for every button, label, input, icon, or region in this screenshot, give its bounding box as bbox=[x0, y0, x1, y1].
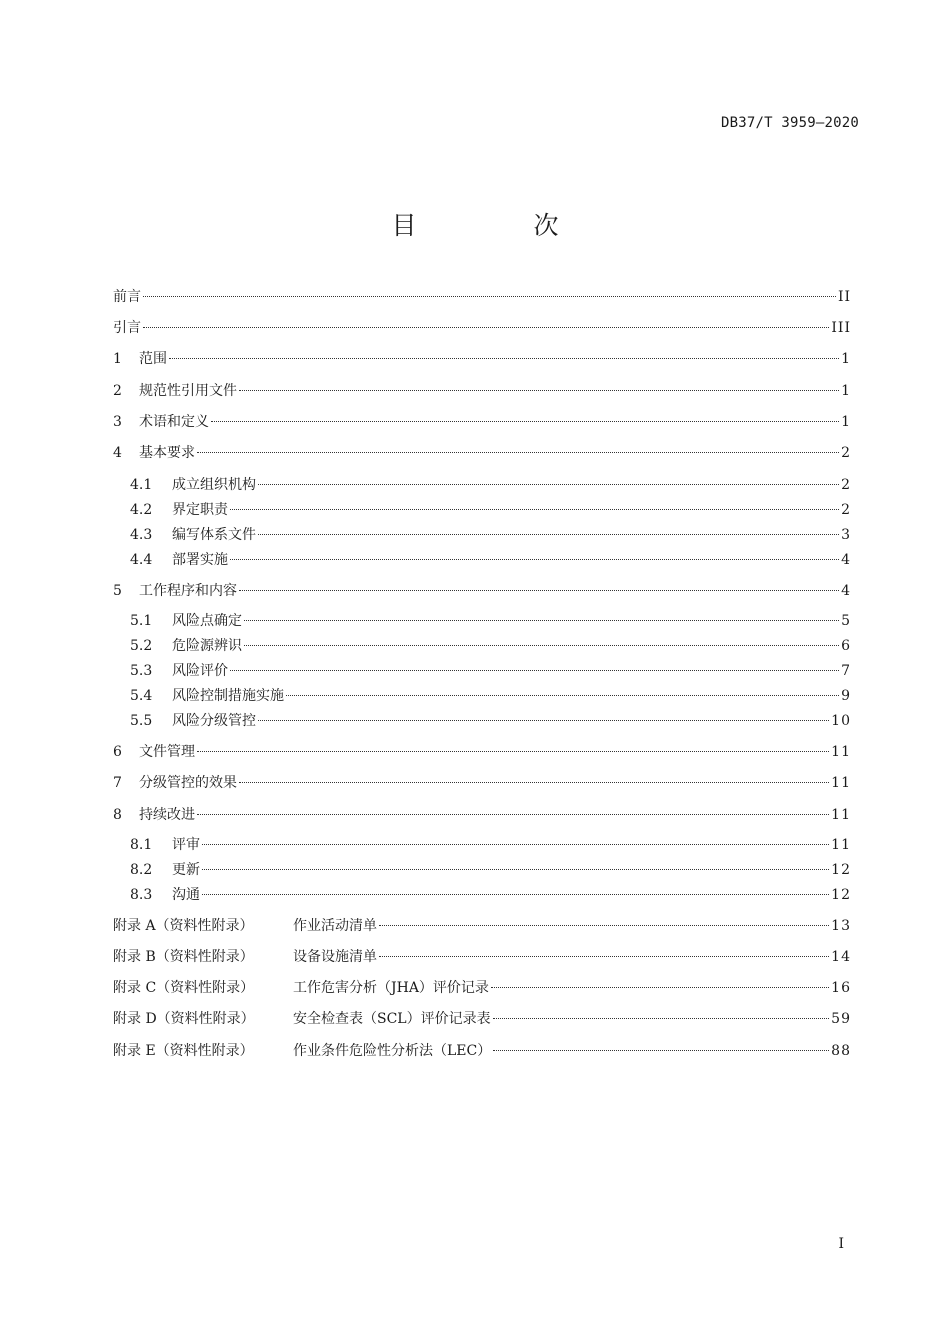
toc-entry-label: 更新 bbox=[172, 862, 200, 878]
toc-entry[interactable] bbox=[113, 411, 851, 433]
dot-leader bbox=[493, 1050, 829, 1051]
toc-entry-label: 部署实施 bbox=[172, 552, 228, 568]
dot-leader bbox=[379, 956, 829, 957]
toc-entry-number: 5.2 bbox=[130, 638, 153, 654]
appendix-label: 附录 C（资料性附录） bbox=[113, 980, 255, 996]
toc-entry-page: 3 bbox=[841, 527, 851, 543]
appendix-label: 附录 E（资料性附录） bbox=[113, 1043, 254, 1059]
toc-entry-label: 风险评价 bbox=[172, 663, 228, 679]
appendix-label: 附录 B（资料性附录） bbox=[113, 949, 254, 965]
dot-leader bbox=[230, 559, 839, 560]
toc-subentry[interactable] bbox=[130, 834, 851, 856]
toc-entry-introduction[interactable] bbox=[113, 317, 851, 339]
dot-leader bbox=[258, 534, 839, 535]
toc-entry[interactable] bbox=[113, 772, 851, 794]
toc-entry-label: 规范性引用文件 bbox=[139, 383, 237, 399]
toc-entry[interactable] bbox=[113, 348, 851, 370]
appendix-label: 附录 A（资料性附录） bbox=[113, 918, 254, 934]
toc-entry-label: 安全检查表（SCL）评价记录表 bbox=[293, 1011, 491, 1027]
dot-leader bbox=[197, 814, 829, 815]
toc-entry-label: 术语和定义 bbox=[139, 414, 209, 430]
toc-entry-page: 9 bbox=[841, 688, 851, 704]
toc-entry-label: 风险分级管控 bbox=[172, 713, 256, 729]
dot-leader bbox=[258, 484, 839, 485]
toc-entry[interactable] bbox=[113, 380, 851, 402]
toc-subentry[interactable] bbox=[130, 524, 851, 546]
dot-leader bbox=[493, 1018, 830, 1019]
dot-leader bbox=[239, 782, 829, 783]
toc-entry-page: 11 bbox=[831, 837, 851, 853]
toc-entry[interactable] bbox=[113, 580, 851, 602]
toc-entry-number: 8.1 bbox=[130, 837, 153, 853]
dot-leader bbox=[143, 327, 829, 328]
toc-entry-page: 59 bbox=[831, 1011, 851, 1027]
dot-leader bbox=[379, 925, 829, 926]
toc-entry-label: 设备设施清单 bbox=[293, 949, 377, 965]
toc-entry-label: 作业条件危险性分析法（LEC） bbox=[293, 1043, 492, 1059]
dot-leader bbox=[230, 670, 839, 671]
toc-entry-page: 1 bbox=[841, 383, 851, 399]
toc-entry-page: 1 bbox=[841, 414, 851, 430]
toc-subentry[interactable] bbox=[130, 660, 851, 682]
toc-entry-number: 4.3 bbox=[130, 527, 153, 543]
toc-entry-number: 3 bbox=[113, 414, 122, 430]
toc-entry-page: 4 bbox=[841, 552, 851, 568]
dot-leader bbox=[491, 987, 829, 988]
toc-entry-label: 成立组织机构 bbox=[172, 477, 256, 493]
toc-title: 目 次 bbox=[391, 211, 605, 240]
toc-appendix-entry[interactable] bbox=[113, 946, 851, 968]
toc-entry-label: 风险控制措施实施 bbox=[172, 688, 284, 704]
toc-entry-page: 6 bbox=[841, 638, 851, 654]
document-code: DB37/T 3959—2020 bbox=[720, 115, 859, 131]
toc-entry-number: 5.5 bbox=[130, 713, 153, 729]
toc-entry-label: 范围 bbox=[139, 351, 167, 367]
dot-leader bbox=[239, 590, 839, 591]
toc-entry-page: 16 bbox=[831, 980, 851, 996]
toc-entry-page: 88 bbox=[831, 1043, 851, 1059]
toc-entry-foreword[interactable] bbox=[113, 286, 851, 308]
toc-entry-label: 工作危害分析（JHA）评价记录 bbox=[293, 980, 489, 996]
toc-entry-number: 8 bbox=[113, 807, 122, 823]
toc-entry-page: 14 bbox=[831, 949, 851, 965]
toc-appendix-entry[interactable] bbox=[113, 915, 851, 937]
toc-entry-page: II bbox=[837, 289, 851, 305]
toc-entry-label: 风险点确定 bbox=[172, 613, 242, 629]
appendix-label: 附录 D（资料性附录） bbox=[113, 1011, 255, 1027]
toc-entry-page: 4 bbox=[841, 583, 851, 599]
toc-subentry[interactable] bbox=[130, 549, 851, 571]
toc-entry-page: 11 bbox=[831, 807, 851, 823]
toc-entry-page: 13 bbox=[831, 918, 851, 934]
toc-subentry[interactable] bbox=[130, 884, 851, 906]
toc-entry-number: 5.1 bbox=[130, 613, 153, 629]
toc-subentry[interactable] bbox=[130, 474, 851, 496]
page-number: I bbox=[838, 1236, 844, 1252]
toc-subentry[interactable] bbox=[130, 710, 851, 732]
toc-subentry[interactable] bbox=[130, 499, 851, 521]
toc-entry-label: 前言 bbox=[113, 289, 141, 305]
toc-entry-number: 4 bbox=[113, 445, 122, 461]
dot-leader bbox=[239, 390, 839, 391]
toc-entry-label: 文件管理 bbox=[139, 744, 195, 760]
toc-entry-label: 工作程序和内容 bbox=[139, 583, 237, 599]
toc-entry-label: 基本要求 bbox=[139, 445, 195, 461]
toc-entry-page: 12 bbox=[831, 887, 851, 903]
dot-leader bbox=[202, 869, 829, 870]
dot-leader bbox=[197, 452, 839, 453]
toc-entry-number: 8.3 bbox=[130, 887, 153, 903]
toc-entry[interactable] bbox=[113, 442, 851, 464]
dot-leader bbox=[230, 509, 839, 510]
toc-entry-number: 1 bbox=[113, 351, 122, 367]
toc-subentry[interactable] bbox=[130, 635, 851, 657]
dot-leader bbox=[197, 751, 829, 752]
toc-entry-label: 编写体系文件 bbox=[172, 527, 256, 543]
toc-entry-page: III bbox=[831, 320, 851, 336]
dot-leader bbox=[244, 645, 839, 646]
toc-entry-number: 5.3 bbox=[130, 663, 153, 679]
toc-entry-number: 7 bbox=[113, 775, 122, 791]
toc-subentry[interactable] bbox=[130, 610, 851, 632]
dot-leader bbox=[286, 695, 839, 696]
toc-entry-number: 6 bbox=[113, 744, 122, 760]
toc-entry-label: 评审 bbox=[172, 837, 200, 853]
toc-entry-page: 2 bbox=[841, 477, 851, 493]
toc-entry-label: 沟通 bbox=[172, 887, 200, 903]
toc-entry-number: 5 bbox=[113, 583, 122, 599]
toc-entry-number: 2 bbox=[113, 383, 122, 399]
toc-entry-page: 2 bbox=[841, 445, 851, 461]
toc-entry-page: 2 bbox=[841, 502, 851, 518]
toc-entry[interactable] bbox=[113, 741, 851, 763]
toc-entry-number: 8.2 bbox=[130, 862, 153, 878]
toc-entry-label: 引言 bbox=[113, 320, 141, 336]
dot-leader bbox=[143, 296, 836, 297]
toc-entry-number: 4.4 bbox=[130, 552, 153, 568]
toc-entry-page: 1 bbox=[841, 351, 851, 367]
toc-entry-label: 界定职责 bbox=[172, 502, 228, 518]
toc-entry-label: 作业活动清单 bbox=[293, 918, 377, 934]
toc-entry[interactable] bbox=[113, 804, 851, 826]
toc-entry-page: 10 bbox=[831, 713, 851, 729]
dot-leader bbox=[202, 844, 829, 845]
dot-leader bbox=[244, 620, 839, 621]
dot-leader bbox=[258, 720, 829, 721]
dot-leader bbox=[211, 421, 839, 422]
toc-entry-page: 12 bbox=[831, 862, 851, 878]
toc-entry-number: 5.4 bbox=[130, 688, 153, 704]
toc-entry-label: 持续改进 bbox=[139, 807, 195, 823]
toc-subentry[interactable] bbox=[130, 685, 851, 707]
toc-appendix-entry[interactable] bbox=[113, 1008, 851, 1030]
toc-entry-page: 5 bbox=[841, 613, 851, 629]
toc-entry-label: 危险源辨识 bbox=[172, 638, 242, 654]
toc-entry-number: 4.2 bbox=[130, 502, 153, 518]
toc-entry-label: 分级管控的效果 bbox=[139, 775, 237, 791]
dot-leader bbox=[169, 358, 839, 359]
dot-leader bbox=[202, 894, 829, 895]
toc-entry-page: 7 bbox=[841, 663, 851, 679]
toc-entry-page: 11 bbox=[831, 775, 851, 791]
toc-entry-number: 4.1 bbox=[130, 477, 153, 493]
toc-entry-page: 11 bbox=[831, 744, 851, 760]
toc-appendix-entry[interactable] bbox=[113, 977, 851, 999]
toc-subentry[interactable] bbox=[130, 859, 851, 881]
toc-appendix-entry[interactable] bbox=[113, 1040, 851, 1062]
